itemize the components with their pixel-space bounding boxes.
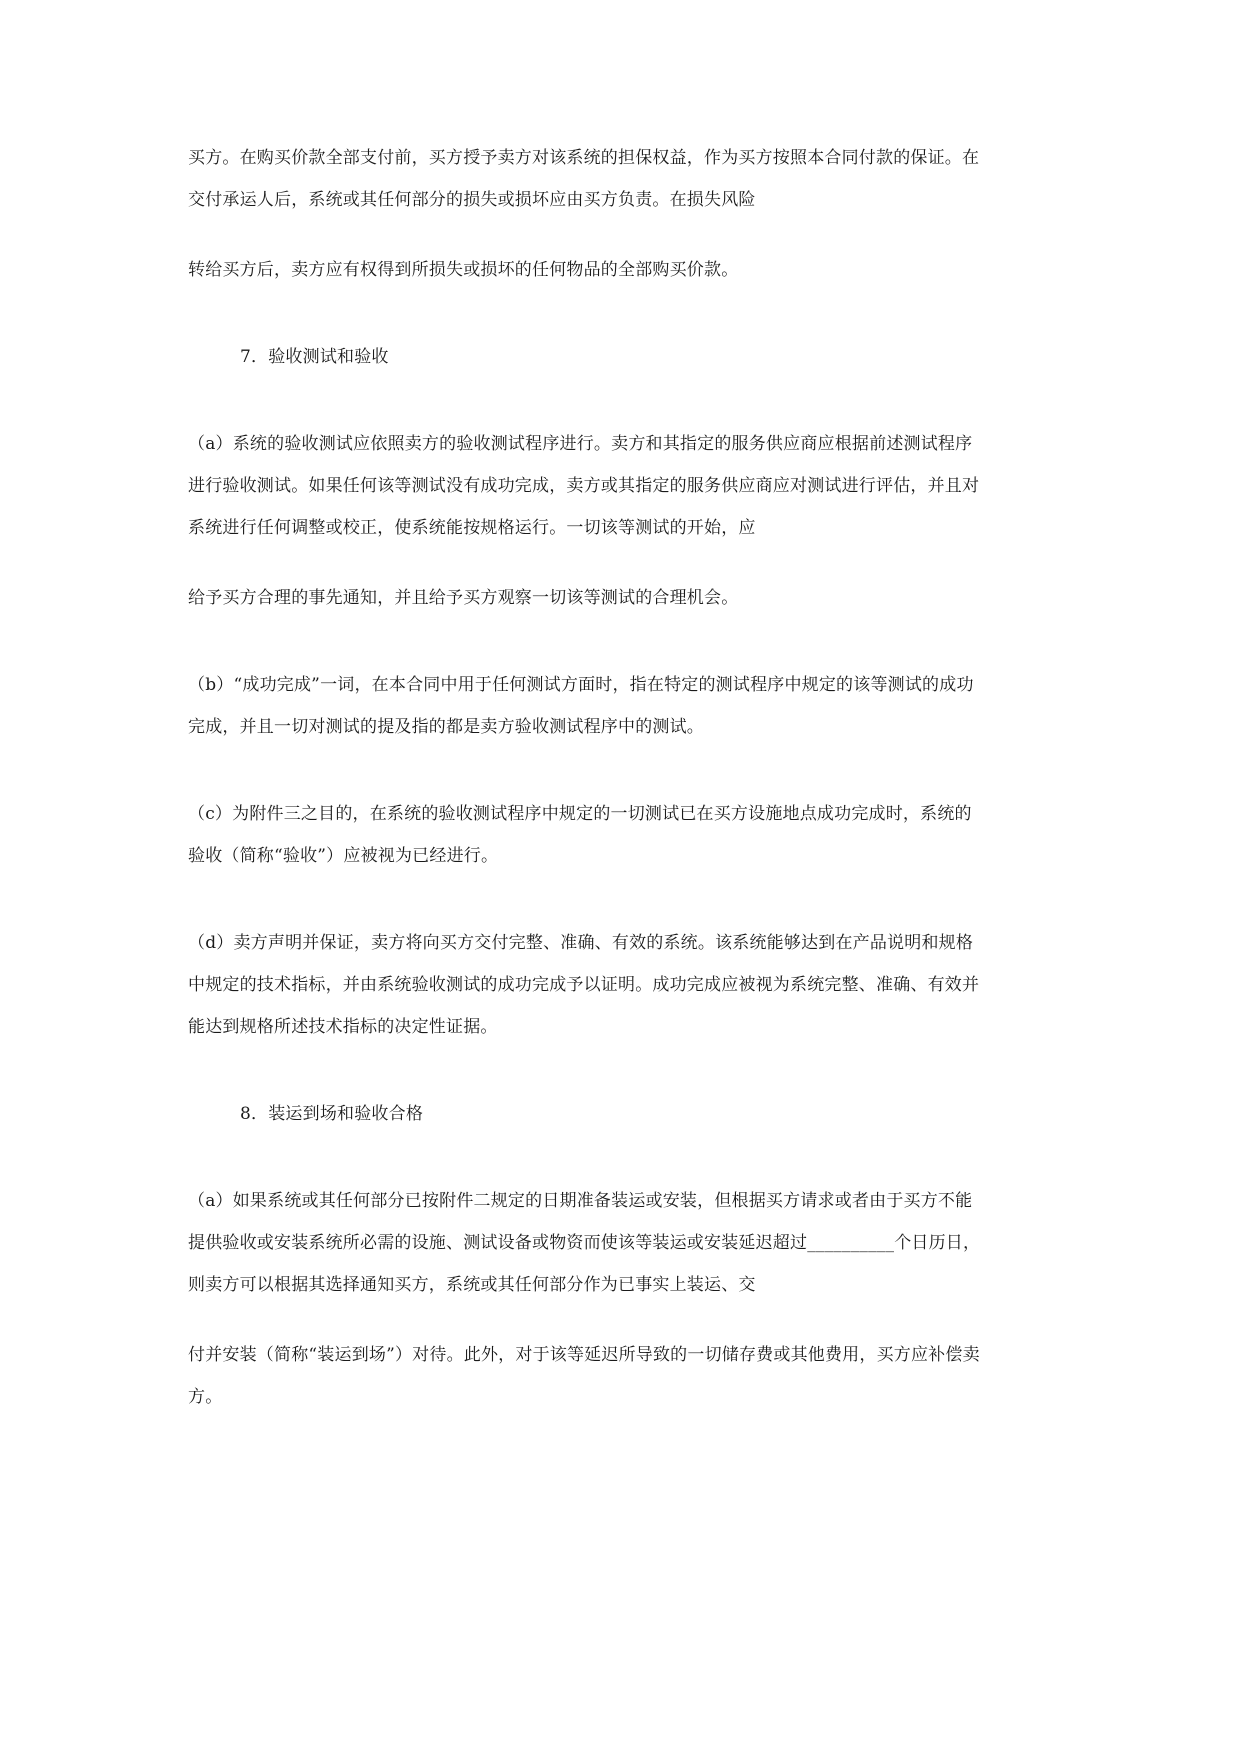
body-text-line: 提供验收或安装系统所必需的设施、测试设备或物资而使该等装运或安装延迟超过__________个日历日， xyxy=(188,1233,981,1253)
body-text-line: 中规定的技术指标，并由系统验收测试的成功完成予以证明。成功完成应被视为系统完整、准确、有效并 xyxy=(188,975,980,995)
body-text-line: 系统进行任何调整或校正，使系统能按规格运行。一切该等测试的开始，应 xyxy=(188,518,756,538)
body-text-line: 验收（简称“验收”）应被视为已经进行。 xyxy=(188,846,499,866)
section-heading-8: 8．装运到场和验收合格 xyxy=(240,1104,424,1124)
body-text-line: 转给买方后，卖方应有权得到所损失或损坏的任何物品的全部购买价款。 xyxy=(188,260,739,280)
body-text-line: 买方。在购买价款全部支付前，买方授予卖方对该系统的担保权益，作为买方按照本合同付款的保证。在 xyxy=(188,148,980,168)
body-text-line: 则卖方可以根据其选择通知买方，系统或其任何部分作为已事实上装运、交 xyxy=(188,1275,756,1295)
body-text-line: （d）卖方声明并保证，卖方将向买方交付完整、准确、有效的系统。该系统能够达到在产品说明和规格 xyxy=(188,933,974,953)
body-text-line: 付并安装（简称“装运到场”）对待。此外，对于该等延迟所导致的一切储存费或其他费用，买方应补偿卖 xyxy=(188,1345,980,1365)
body-text-line: 给予买方合理的事先通知，并且给予买方观察一切该等测试的合理机会。 xyxy=(188,588,739,608)
section-heading-7: 7．验收测试和验收 xyxy=(240,347,389,367)
body-text-line: （a）系统的验收测试应依照卖方的验收测试程序进行。卖方和其指定的服务供应商应根据前述测试程序 xyxy=(188,434,973,454)
body-text-line: 能达到规格所述技术指标的决定性证据。 xyxy=(188,1017,498,1037)
body-text-line: 完成，并且一切对测试的提及指的都是卖方验收测试程序中的测试。 xyxy=(188,717,704,737)
body-text-line: （c）为附件三之目的，在系统的验收测试程序中规定的一切测试已在买方设施地点成功完成时，系统的 xyxy=(188,804,972,824)
body-text-line: （a）如果系统或其任何部分已按附件二规定的日期准备装运或安装，但根据买方请求或者由于买方不能 xyxy=(188,1191,973,1211)
body-text-line: 进行验收测试。如果任何该等测试没有成功完成，卖方或其指定的服务供应商应对测试进行评估，并且对 xyxy=(188,476,980,496)
body-text-line: （b）“成功完成”一词，在本合同中用于任何测试方面时，指在特定的测试程序中规定的该等测试的成功 xyxy=(188,675,974,695)
body-text-line: 交付承运人后，系统或其任何部分的损失或损坏应由买方负责。在损失风险 xyxy=(188,190,756,210)
body-text-line: 方。 xyxy=(188,1387,223,1407)
